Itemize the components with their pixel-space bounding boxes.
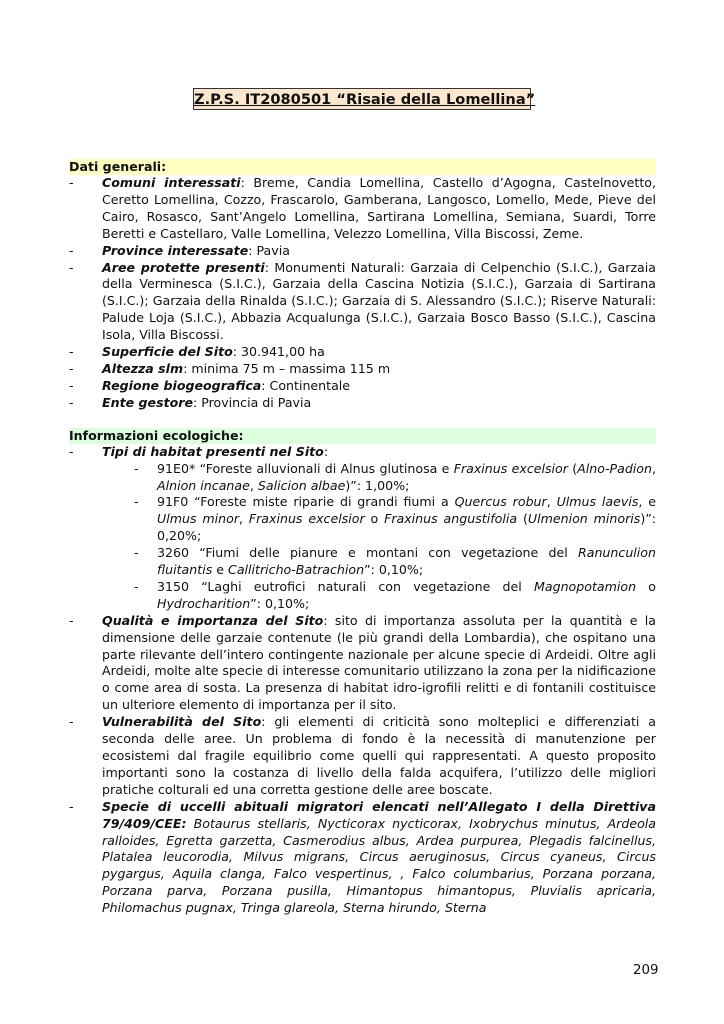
text-run-italic: Fraxinus excelsior [453, 460, 568, 476]
text-run: ”: 0,10%; [250, 595, 310, 611]
text-run: , [652, 460, 657, 476]
text-run: o [636, 578, 656, 594]
list-item-regione [69, 378, 656, 395]
text-run: 3260 “Fiumi delle pianure e montani con vegetazione del [157, 545, 578, 561]
item-text: : minima 75 m – massima 115 m [183, 360, 391, 376]
habitat-item-3150 [124, 579, 656, 613]
text-run-italic: Magnopotamion [534, 578, 637, 594]
text-run-italic: Hydrocharition [157, 595, 251, 611]
text-run-italic: Fraxinus excelsior [248, 511, 365, 527]
text-run: 91E0* “Foreste alluvionali di Alnus glutinosa e [157, 460, 454, 476]
text-run: )”: 1,00%; [345, 477, 410, 493]
text-run-italic: Salicion albae [257, 477, 346, 493]
text-run: 91F0 “Foreste miste riparie di grandi fiumi a [157, 494, 455, 510]
item-text: : gli elementi di criticità sono molteplici e differenziati a seconda delle aree. Un problema di fondo è la necessità di manutenzione per ecosistemi dal fragile equilibrio come quelli qui rappresentati. A questo proposito importanti sono la costanza di livello della falda acquifera, l’utilizzo delle migliori pratiche colturali ed una corretta gestione delle aree boscate. [102, 714, 656, 797]
item-text: : Monumenti Naturali: Garzaia di Celpenchio (S.I.C.), Garzaia della Verminesca (S.I.C.), Garzaia della Cascina Notizia (S.I.C.), Garzaia di Sartirana (S.I.C.); Garzaia della Rinalda (S.I.C.); Garzaia di S. Alessandro (S.I.C.); Riserve Naturali: Palude Loja (S.I.C.), Abbazia Acqualunga (S.I.C.), Garzaia Bosco Basso (S.I.C.), Cascina Isola, Villa Biscossi. [102, 259, 656, 343]
section-heading-eco: Informazioni ecologiche: [69, 428, 656, 444]
list-item-ente [69, 395, 656, 412]
page-title: Z.P.S. IT2080501 “Risaie della Lomellina” [193, 88, 531, 110]
text-run: , [546, 494, 557, 510]
habitat-item-3260 [124, 545, 656, 579]
list-item-qualita [69, 613, 656, 714]
text-run-italic: Fraxinus angustifolia [384, 511, 518, 527]
text-run: o [364, 511, 385, 527]
item-text-italic: Botaurus stellaris, Nycticorax nycticorax, Ixobrychus minutus, Ardeola ralloides, Egretta garzetta, Casmerodius albus, Ardea purpurea, Plegadis falcinellus, Platalea leucorodia, Milvus migrans, Circus aeruginosus, Circus cyaneus, Circus pygargus, Aquila clanga, Falco vespertinus, , Falco columbarius, Porzana porzana, Porzana parva, Porzana pusilla, Himantopus himantopus, Pluvialis apricaria, Philomachus pugnax, Tringa glareola, Sterna hirundo, Sterna [102, 815, 656, 916]
list-item-comuni [69, 175, 656, 243]
item-label: Aree protette presenti [102, 259, 265, 275]
list-item-vulnerabilita [69, 714, 656, 799]
spacer [69, 412, 656, 428]
item-label: Ente gestore [102, 394, 193, 410]
list-item-superficie [69, 344, 656, 361]
item-label: Province interessate [102, 242, 249, 258]
item-label: Qualità e importanza del Sito [102, 612, 324, 628]
habitat-item-91e0 [124, 461, 656, 495]
text-run: , [249, 477, 258, 493]
section-heading-dati: Dati generali: [69, 159, 656, 175]
page-number: 209 [633, 963, 659, 978]
document-body [69, 159, 656, 917]
item-text: : 30.941,00 ha [232, 344, 325, 360]
text-run-italic: Callitricho-Batrachion [228, 562, 365, 578]
item-text: : sito di importanza assoluta per la quantità e la dimensione delle garzaie contenute (le più grandi della Lombardia), che ospitano una parte rilevante dell’intero contingente nazionale per alcune specie di Ardeidi. Oltre agli Ardeidi, molte alte specie di interesse comunitario utilizzano la zona per la nidificazione o come area di sosta. La presenza di habitat idro-igrofili relitti e di fontanili costituisce un ulteriore elemento di importanza per il sito. [102, 612, 656, 713]
text-run-italic: Ulmus minor [157, 511, 240, 527]
text-run: ( [567, 460, 578, 476]
list-item-aree [69, 260, 656, 345]
list-item-habitat [69, 444, 656, 461]
text-run-italic: Quercus robur [454, 494, 547, 510]
text-run: ”: 0,10%; [364, 562, 424, 578]
habitat-item-91f0 [124, 494, 656, 545]
text-run-italic: Alnion incanae [157, 477, 250, 493]
item-label: Specie di uccelli abituali migratori elencati nell’Allegato I della Direttiva 79/409/CEE: [102, 798, 656, 831]
text-run-italic: Ulmus laevis [556, 494, 639, 510]
text-run-italic: Ranunculion fluitantis [157, 545, 656, 578]
item-label: Regione biogeografica [102, 377, 262, 393]
text-run-italic: Ulmenion minoris [527, 511, 641, 527]
list-item-altezza [69, 361, 656, 378]
item-label: Tipi di habitat presenti nel Sito [102, 443, 324, 459]
item-label: Altezza slm [102, 360, 184, 376]
text-run: , [239, 511, 249, 527]
item-text: : [323, 443, 329, 459]
item-label: Comuni interessati [102, 175, 241, 190]
text-run: e [212, 562, 229, 578]
text-run: )”: 0,20%; [157, 511, 656, 544]
item-label: Superficie del Sito [102, 344, 233, 360]
item-text: : Breme, Candia Lomellina, Castello d’Agogna, Castelnovetto, Ceretto Lomellina, Cozzo, Frascarolo, Gamberana, Langosco, Lomello, Mede, Pieve del Cairo, Rosasco, Sant’Angelo Lomellina, Sartirana Lomellina, Semiana, Suardi, Torre Beretti e Castellaro, Valle Lomellina, Velezzo Lomellina, Villa Biscossi, Zeme. [102, 175, 656, 241]
item-label: Vulnerabilità del Sito [102, 714, 262, 730]
item-text: : Continentale [261, 377, 351, 393]
text-run-italic: Alno-Padion [577, 460, 652, 476]
item-text: : Pavia [248, 242, 290, 258]
list-item-specie [69, 799, 656, 917]
text-run: , e [638, 494, 656, 510]
list-item-province [69, 243, 656, 260]
text-run: 3150 “Laghi eutrofici naturali con vegetazione del [157, 578, 534, 594]
text-run: ( [517, 511, 528, 527]
item-text: : Provincia di Pavia [193, 394, 312, 410]
